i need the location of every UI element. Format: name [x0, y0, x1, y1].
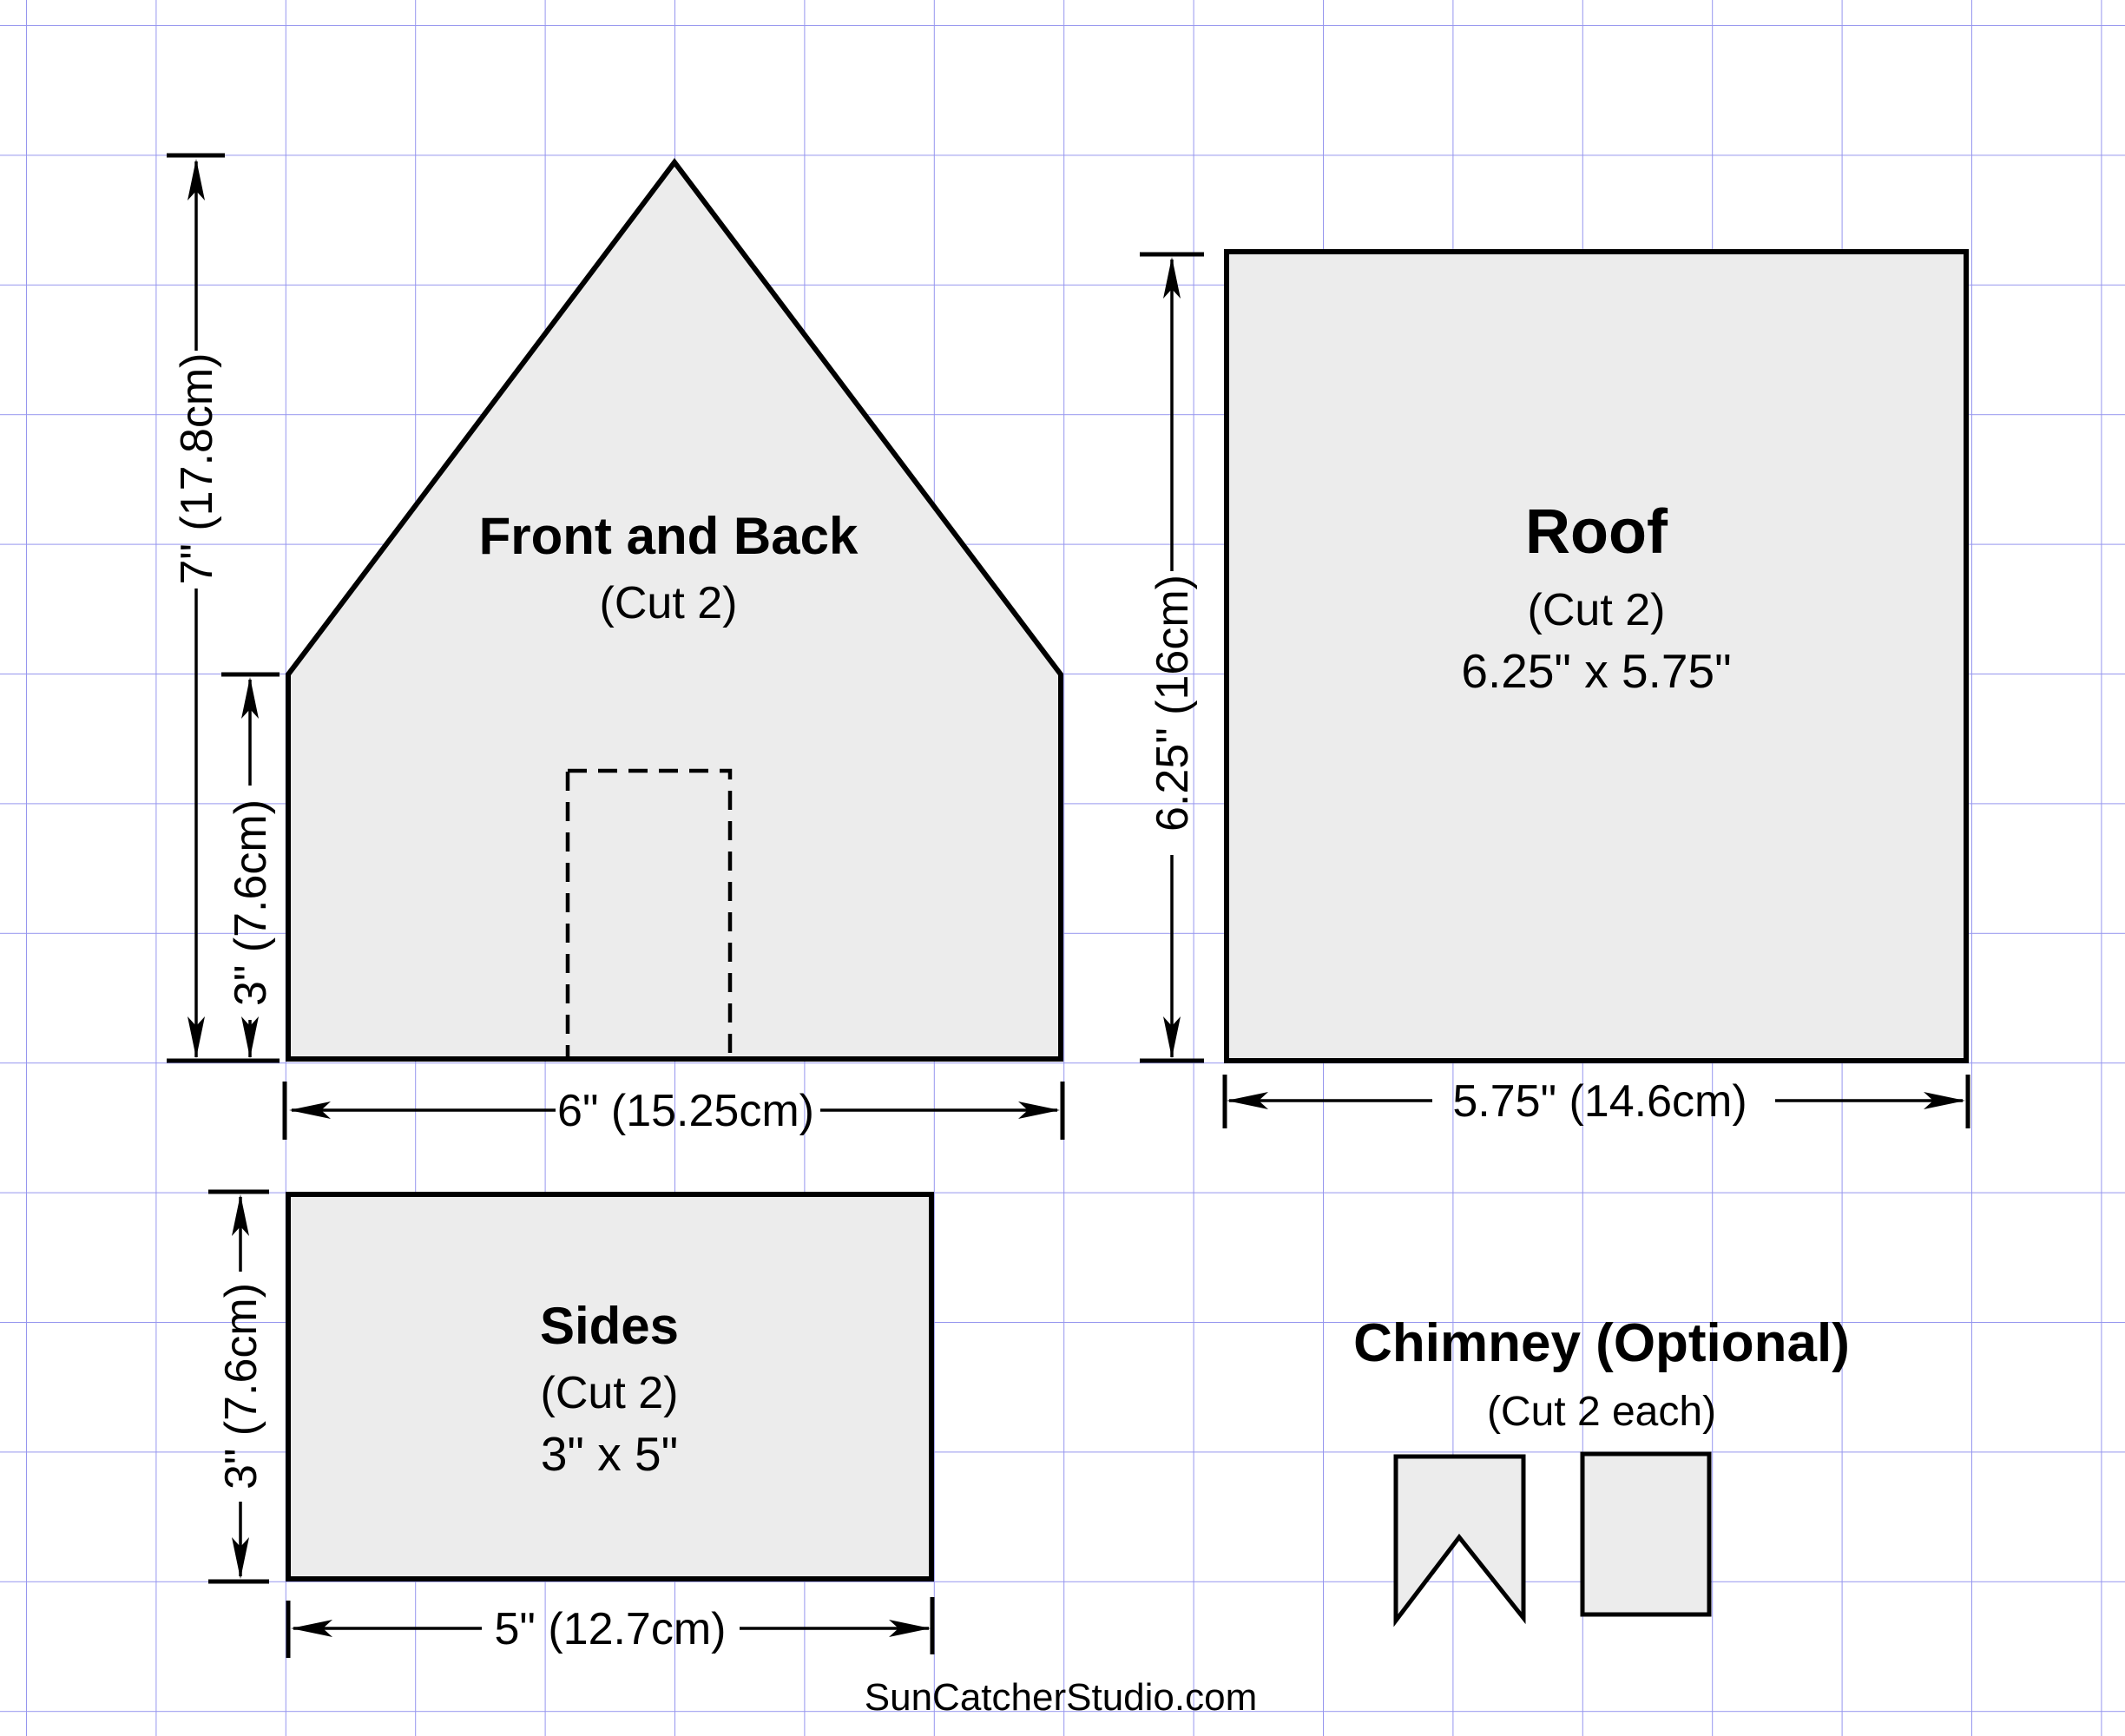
- roof-height-label: 6.25" (16cm): [1148, 575, 1198, 832]
- watermark-text: SunCatcherStudio.com: [864, 1676, 1258, 1719]
- roof-width-label: 5.75" (14.6cm): [1452, 1076, 1747, 1127]
- front-back-wall-height-label: 3" (7.6cm): [226, 799, 276, 1007]
- sides-width-label: 5" (12.7cm): [494, 1604, 727, 1654]
- front-back-cut-label: (Cut 2): [599, 578, 738, 628]
- front-back-height-label: 7" (17.8cm): [172, 352, 222, 585]
- chimney-rect-shape: [1582, 1454, 1709, 1614]
- sides-title: Sides: [539, 1297, 680, 1355]
- roof-cut-label: (Cut 2): [1527, 585, 1666, 635]
- roof-size-label: 6.25" x 5.75": [1461, 644, 1732, 698]
- sides-piece: [288, 1194, 931, 1579]
- front-back-width-label: 6" (15.25cm): [557, 1086, 814, 1136]
- chimney-title: Chimney (Optional): [1353, 1313, 1850, 1373]
- sides-size-label: 3" x 5": [540, 1427, 679, 1481]
- sides-height-label: 3" (7.6cm): [216, 1282, 266, 1490]
- chimney-cut-label: (Cut 2 each): [1486, 1389, 1717, 1435]
- sides-cut-label: (Cut 2): [540, 1368, 679, 1418]
- roof-title: Roof: [1525, 497, 1668, 567]
- roof-piece: [1227, 252, 1966, 1061]
- front-back-title: Front and Back: [478, 507, 859, 565]
